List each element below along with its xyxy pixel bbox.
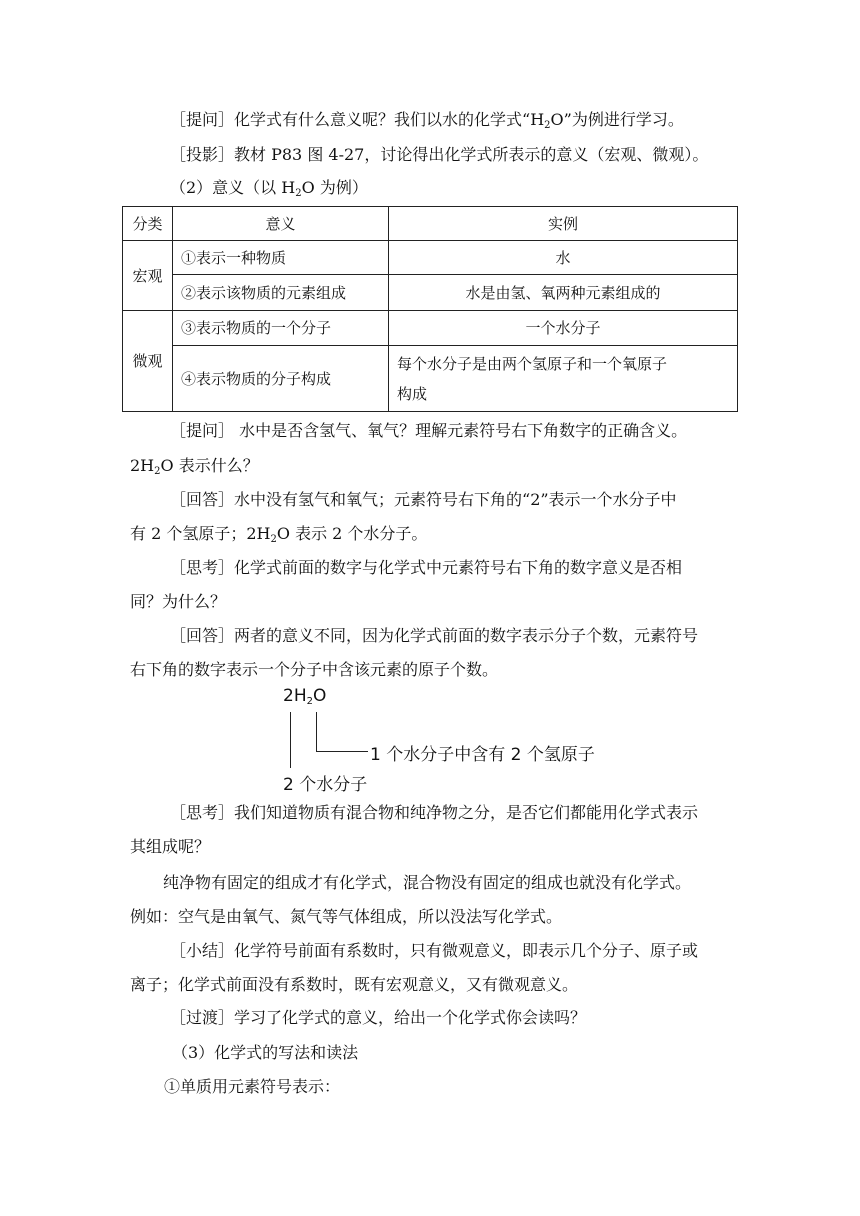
answer-paragraph-1: [170, 490, 677, 510]
transition-paragraph: [170, 1008, 586, 1028]
tag-label: ［小结］: [170, 941, 235, 960]
text-span: O 表示 2 个水分子。: [276, 524, 428, 543]
example-cell: 水是由氢、氧两种元素组成的: [389, 275, 738, 311]
tag-label: ［思考］: [170, 803, 235, 822]
diagram-label-subscript: 1 个水分子中含有 2 个氢原子: [370, 745, 595, 765]
tag-label: ［回答］: [170, 490, 235, 509]
category-micro: 微观: [123, 311, 173, 412]
text-span: 有 2 个氢原子；2H: [130, 524, 271, 543]
table-row: [123, 275, 738, 311]
tag-label: ［投影］: [170, 145, 235, 164]
meaning-cell: ②表示该物质的元素组成: [173, 275, 389, 311]
example-line: 每个水分子是由两个氢原子和一个氧原子: [397, 354, 668, 373]
summary-paragraph: [170, 941, 698, 961]
subscript: 2: [544, 120, 551, 131]
meaning-cell: ①表示一种物质: [173, 241, 389, 275]
example-cell: 一个水分子: [389, 311, 738, 346]
text-span: 我们知道物质有混合物和纯净物之分，是否它们都能用化学式表示: [234, 803, 699, 822]
tag-label: ［回答］: [170, 626, 235, 645]
explanation-paragraph-line-2: 例如：空气是由氧气、氮气等气体组成，所以没法写化学式。: [130, 907, 563, 926]
text-span: 化学式有什么意义呢？我们以水的化学式“H: [234, 110, 545, 129]
thinking-paragraph-1-line-2: 同？为什么？: [130, 592, 227, 611]
text-span: 学习了化学式的意义，给出一个化学式你会读吗？: [234, 1008, 587, 1027]
tag-label: ［思考］: [170, 558, 235, 577]
subscript: 2: [154, 466, 161, 477]
section-heading-writing: （3）化学式的写法和读法: [172, 1043, 359, 1062]
answer-paragraph-1-line-2: [130, 524, 427, 544]
tag-label: ［提问］: [170, 110, 235, 129]
element-symbol-item: ①单质用元素符号表示：: [164, 1077, 341, 1096]
diagram-formula: [283, 686, 326, 706]
text-span: 水中没有氢气和氧气；元素符号右下角的“2”表示一个水分子中: [234, 490, 677, 509]
explanation-paragraph: 纯净物有固定的组成才有化学式，混合物没有固定的组成也就没有化学式。: [163, 873, 692, 892]
projection-paragraph: [170, 145, 708, 165]
diagram-line-coefficient: [290, 712, 291, 768]
diagram-label-coefficient: 2 个水分子: [283, 775, 368, 795]
text-span: O”为例进行学习。: [550, 110, 684, 129]
meaning-table: [122, 206, 738, 412]
question-paragraph-2-line-2: [130, 456, 259, 476]
text-span: 两者的意义不同，因为化学式前面的数字表示分子个数，元素符号: [234, 626, 699, 645]
text-span: 化学式前面的数字与化学式中元素符号右下角的数字意义是否相: [234, 558, 683, 577]
text-span: O 为例）: [301, 178, 368, 197]
summary-paragraph-line-2: 离子；化学式前面没有系数时，既有宏观意义，又有微观意义。: [130, 975, 579, 994]
formula-meaning-diagram: [278, 686, 618, 796]
diagram-line-subscript: [316, 712, 317, 752]
text-span: （2）意义（以 H: [170, 178, 296, 197]
answer-paragraph-2: [170, 626, 698, 646]
meaning-cell: ③表示物质的一个分子: [173, 311, 389, 346]
meaning-cell: ④表示物质的分子构成: [173, 346, 389, 412]
table-row: [123, 311, 738, 346]
header-example: 实例: [389, 207, 738, 241]
table-header-row: [123, 207, 738, 241]
formula-subscript: 2: [306, 696, 313, 707]
thinking-paragraph-2-line-2: 其组成呢？: [130, 837, 211, 856]
text-span: 水中是否含氢气、氧气？理解元素符号右下角数字的正确含义。: [234, 421, 688, 440]
formula-text: 2H: [283, 686, 307, 706]
diagram-connector: [316, 751, 368, 752]
question-paragraph-2: [170, 421, 687, 441]
table-row: [123, 241, 738, 275]
question-paragraph-1: [170, 110, 684, 130]
thinking-paragraph-2: [170, 803, 698, 823]
tag-label: ［过渡］: [170, 1008, 235, 1027]
subscript: 2: [295, 188, 302, 199]
text-span: 教材 P83 图 4-27，讨论得出化学式所表示的意义（宏观、微观）。: [234, 145, 709, 164]
section-heading-meaning: [170, 178, 368, 198]
text-span: 2H: [130, 456, 155, 475]
example-cell: [389, 346, 738, 412]
example-cell: 水: [389, 241, 738, 275]
subscript: 2: [270, 534, 277, 545]
example-line: 构成: [397, 384, 428, 403]
header-category: 分类: [123, 207, 173, 241]
answer-paragraph-2-line-2: 右下角的数字表示一个分子中含该元素的原子个数。: [130, 660, 499, 679]
text-span: O 表示什么？: [160, 456, 259, 475]
tag-label: ［提问］: [170, 421, 235, 440]
header-meaning: 意义: [173, 207, 389, 241]
text-span: 化学符号前面有系数时，只有微观意义，即表示几个分子、原子或: [234, 941, 699, 960]
thinking-paragraph-1: [170, 558, 682, 578]
category-macro: 宏观: [123, 241, 173, 311]
formula-text: O: [312, 686, 327, 706]
table-row: [123, 346, 738, 412]
